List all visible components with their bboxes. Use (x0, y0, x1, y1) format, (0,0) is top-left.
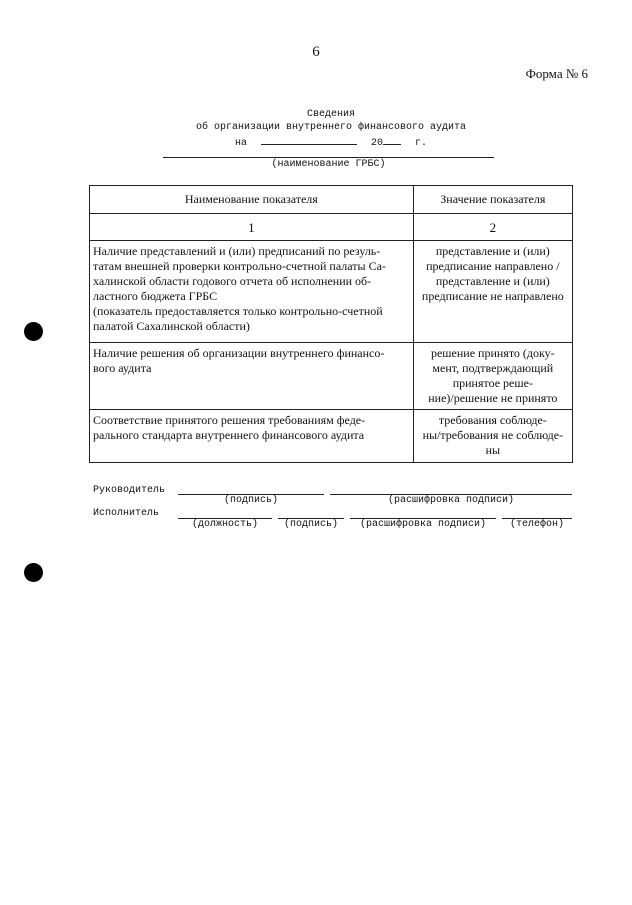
date-year-prefix: 20 (371, 138, 384, 149)
page-number: 6 (312, 44, 320, 60)
executor-phone-caption: (телефон) (509, 519, 564, 530)
indicator-value-cell (413, 241, 572, 343)
date-line (0, 135, 632, 149)
executor-label: Исполнитель (93, 508, 160, 519)
date-suffix: г. (415, 138, 428, 149)
text-line: палатой Сахалинской области) (93, 319, 250, 333)
text-line: требования соблюде- (438, 413, 547, 427)
table-row (90, 343, 573, 410)
text-line: рального стандарта внутреннего финансового аудита (93, 428, 365, 442)
text-line: халинской области годового отчета об исполнении об- (93, 274, 372, 288)
column-number-2: 2 (413, 214, 572, 241)
indicator-value-cell (413, 343, 572, 410)
table-row (90, 241, 573, 343)
form-number: Форма № 6 (525, 66, 588, 81)
text-line: мент, подтверждающий (432, 361, 554, 375)
punch-hole-dot (24, 563, 43, 582)
indicator-name-cell (90, 410, 414, 463)
text-line: принятое реше- (452, 376, 533, 390)
indicator-name-cell (90, 343, 414, 410)
table-row (90, 410, 573, 463)
header-indicator-value: Значение показателя (413, 186, 572, 214)
executor-signature-caption: (подпись) (283, 519, 338, 530)
date-year-blank (383, 135, 401, 145)
text-line: ны (485, 443, 501, 457)
text-line: предписание направлено / (426, 259, 560, 273)
text-line: предписание не направлено (421, 289, 564, 303)
subtitle: об организации внутреннего финансового аудита (195, 122, 467, 133)
text-line: Наличие решения об организации внутреннего финансо- (93, 346, 385, 360)
grbs-name-line (163, 157, 494, 158)
text-line: татам внешней проверки контрольно-счетной палаты Са- (93, 259, 386, 273)
executor-position-caption: (должность) (191, 519, 258, 530)
text-line: ны/требования не соблюде- (422, 428, 564, 442)
indicators-table (89, 185, 573, 463)
indicator-name-cell (90, 241, 414, 343)
text-line: представление и (или) (435, 274, 550, 288)
grbs-caption: (наименование ГРБС) (271, 159, 386, 170)
text-line: Соответствие принятого решения требованиям феде- (93, 413, 366, 427)
indicator-value-cell (413, 410, 572, 463)
text-line: ластного бюджета ГРБС (93, 289, 218, 303)
head-label: Руководитель (93, 485, 166, 496)
head-name-caption: (расшифровка подписи) (387, 495, 515, 506)
executor-name-caption: (расшифровка подписи) (359, 519, 487, 530)
text-line: представление и (или) (435, 244, 550, 258)
header-indicator-name: Наименование показателя (90, 186, 414, 214)
date-day-month-blank (261, 135, 357, 145)
table-header-row (90, 186, 573, 214)
title: Сведения (306, 109, 355, 120)
text-line: вого аудита (93, 361, 152, 375)
punch-hole-dot (24, 322, 43, 341)
date-prefix: на (234, 138, 247, 149)
text-line: решение принято (доку- (430, 346, 555, 360)
text-line: (показатель предоставляется только контрольно-счетной (93, 304, 383, 318)
column-number-1: 1 (90, 214, 414, 241)
text-line: ние)/решение не принято (428, 391, 558, 405)
table-column-numbers-row (90, 214, 573, 241)
text-line: Наличие представлений и (или) предписаний по резуль- (93, 244, 381, 258)
head-signature-caption: (подпись) (223, 495, 278, 506)
